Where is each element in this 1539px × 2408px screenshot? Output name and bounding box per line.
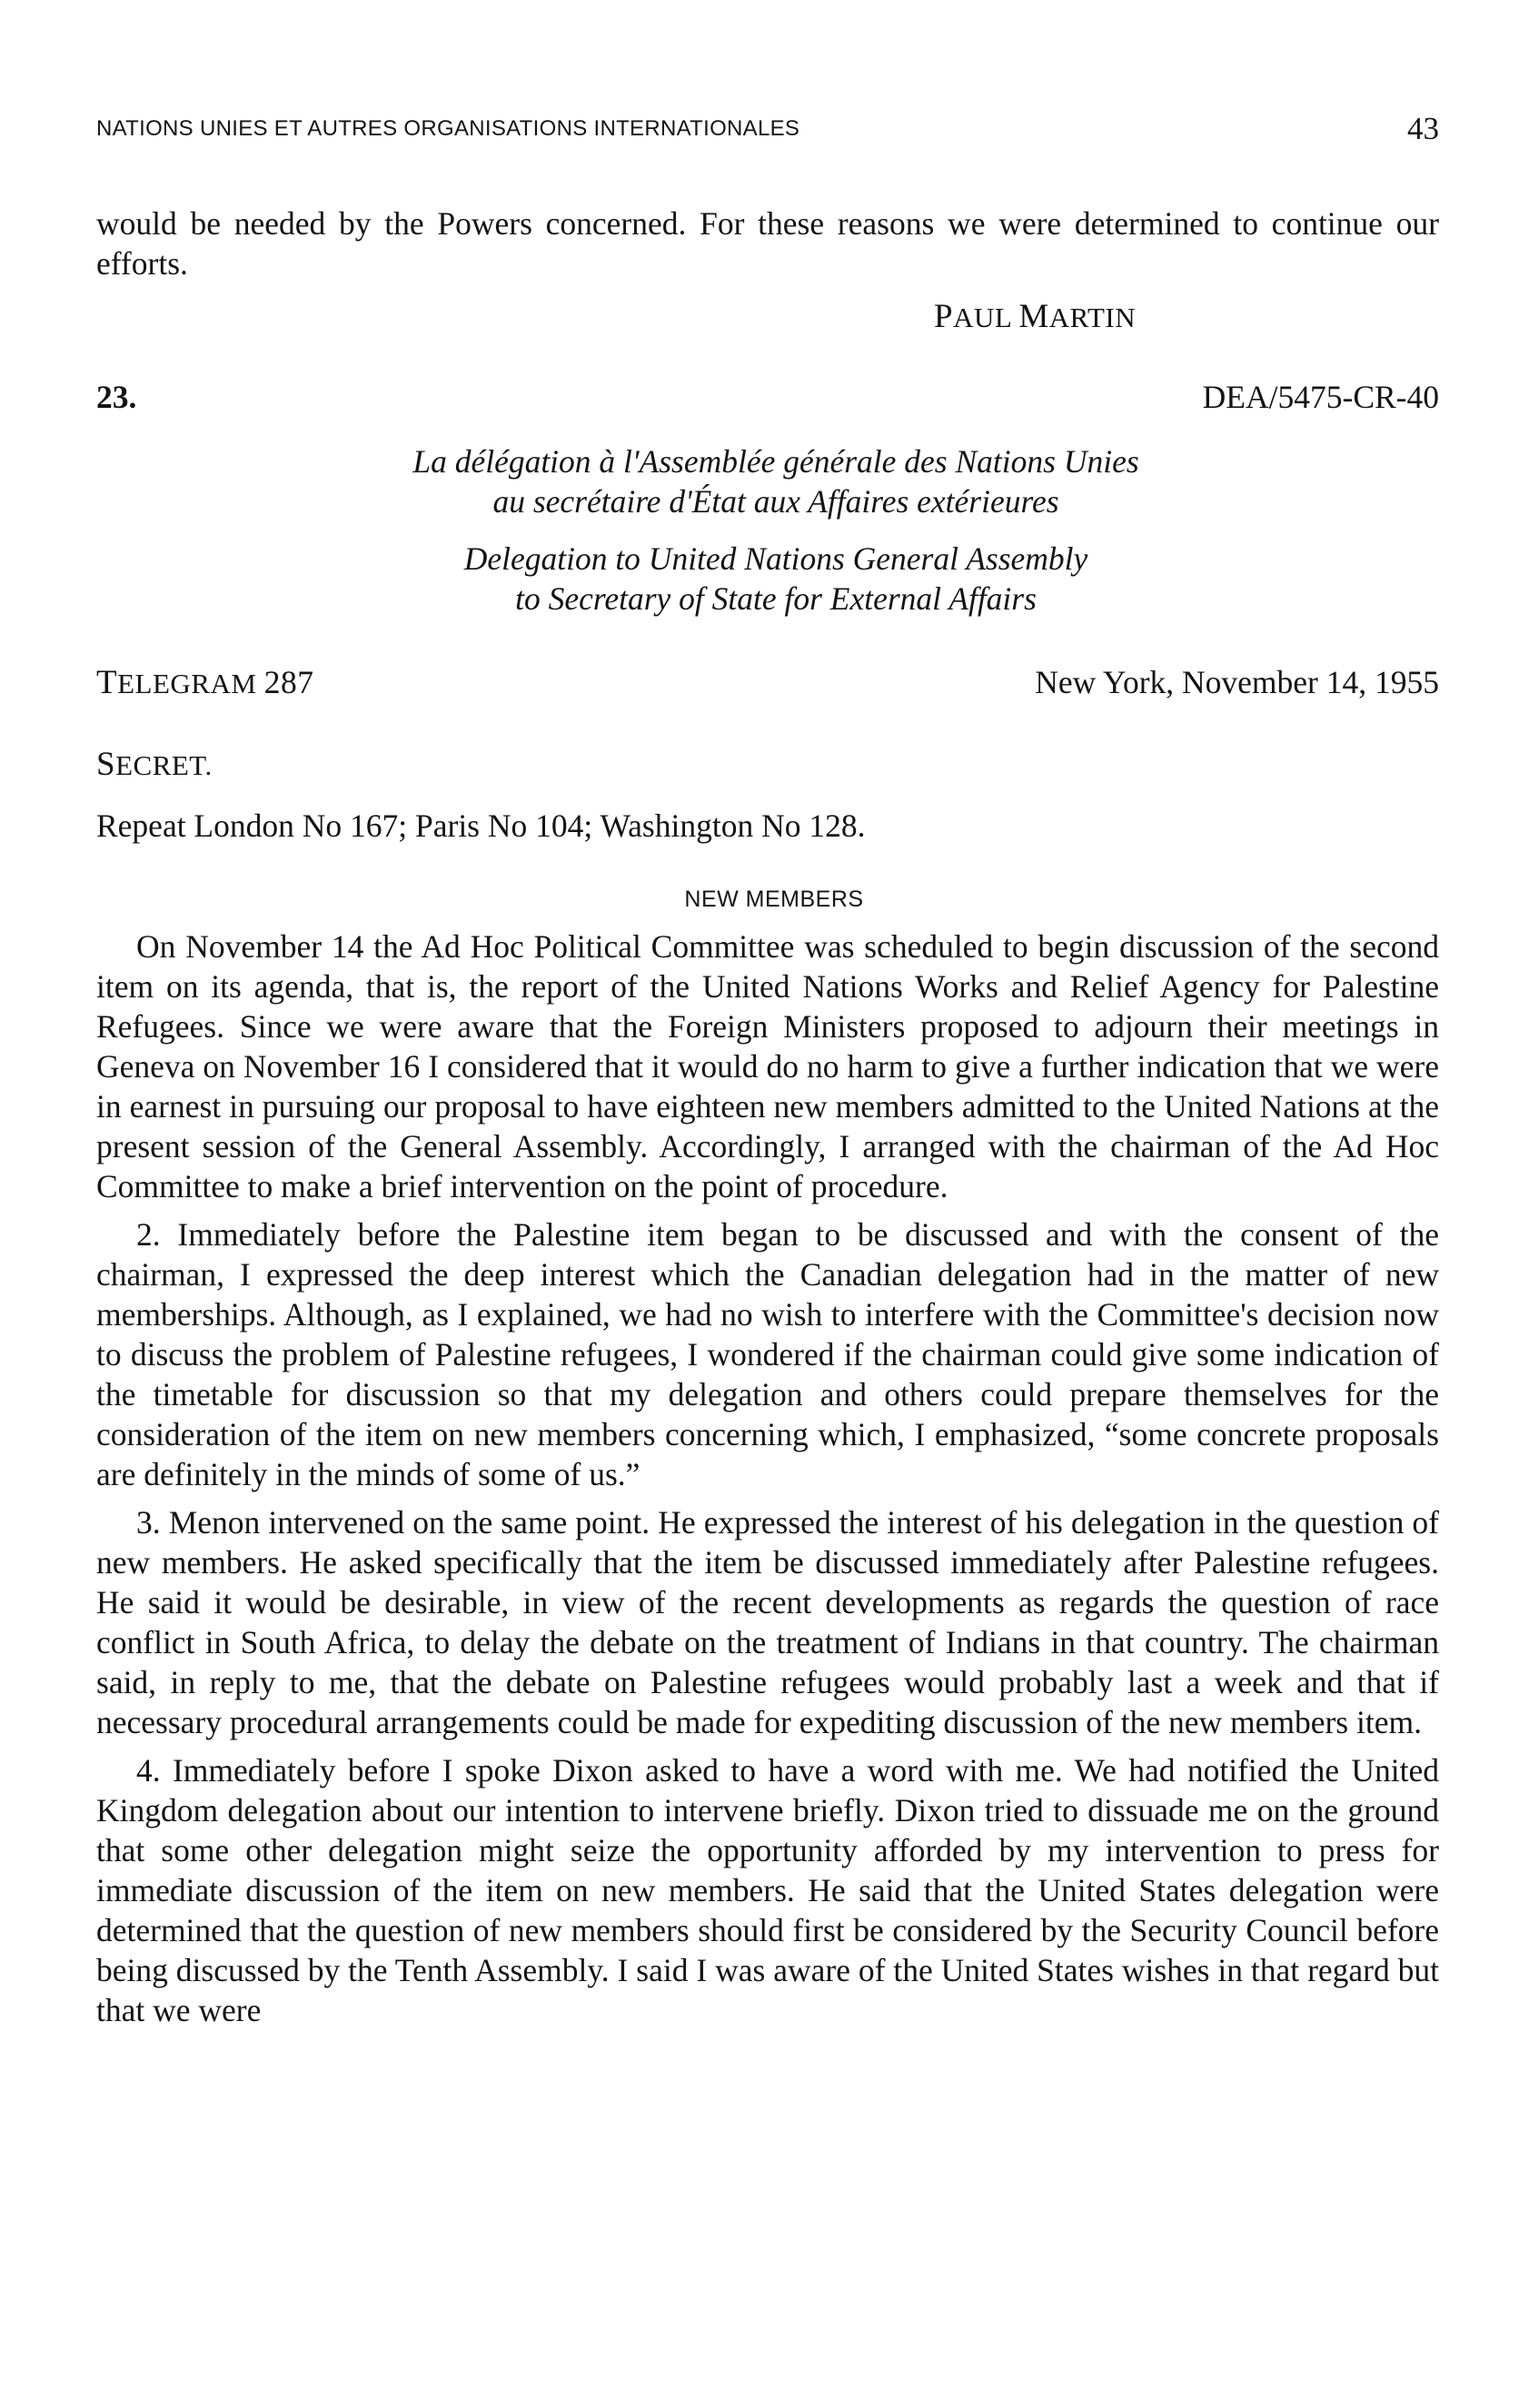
page-number: 43	[1407, 111, 1439, 146]
french-title-line-1: La délégation à l'Assemblée générale des Nations Unies	[412, 443, 1139, 480]
document-reference: DEA/5475-CR-40	[1202, 379, 1439, 415]
paragraph-1: On November 14 the Ad Hoc Political Committee was scheduled to begin discussion of the second item on its agenda, that is, the report of the United Nations Works and Relief Agency for Palestine Refugees. Since we were aware that the Foreign Ministers proposed to adjourn their meetings in Geneva on November 16 I considered that it would do no harm to give a further indication that we were in earnest in pursuing our proposal to have eighteen new members admitted to the United Nations at the present session of the General Assembly. Accordingly, I arranged with the chairman of the Ad Hoc Committee to make a brief intervention on the point of procedure.	[96, 928, 1439, 1204]
repeat-line: Repeat London No 167; Paris No 104; Washington No 128.	[96, 808, 866, 844]
classification-rest: ECRET.	[115, 749, 213, 781]
english-title-line-1: Delegation to United Nations General Assembly	[463, 540, 1088, 577]
document-number: 23.	[96, 379, 137, 415]
signature-initial-last: M	[1018, 298, 1049, 335]
classification-initial: S	[96, 746, 116, 783]
signature-rest-last: ARTIN	[1048, 302, 1137, 333]
telegram-number: 287	[263, 664, 314, 700]
telegram-meta-row	[96, 663, 1439, 707]
body-text	[96, 927, 1439, 2038]
document-number-row	[96, 378, 1439, 421]
telegram-initial: T	[96, 664, 118, 701]
paragraph-4: 4. Immediately before I spoke Dixon asked to have a word with me. We had notified the United Kingdom delegation about our intention to intervene briefly. Dixon tried to dissuade me on the ground that some other delegation might seize the opportunity afforded by my intervention to press for immediate discussion of the item on new members. He said that the United States delegation were determined that the question of new members should first be considered by the Security Council before being discussed by the Tenth Assembly. I said I was aware of the United States wishes in that regard but that we were	[96, 1752, 1439, 2028]
classification	[96, 745, 213, 784]
english-title-line-2: to Secretary of State for External Affairs	[515, 580, 1037, 617]
running-title: NATIONS UNIES ET AUTRES ORGANISATIONS INTERNATIONALES	[96, 116, 800, 141]
running-head	[96, 111, 1439, 147]
paragraph-2: 2. Immediately before the Palestine item began to be discussed and with the consent of the chairman, I expressed the deep interest which the Canadian delegation had in the matter of new memberships. Although, as I explained, we had no wish to interfere with the Committee's decision now to discuss the problem of Palestine refugees, I wondered if the chairman could give some indication of the timetable for discussion so that my delegation and others could prepare themselves for the consideration of the item on new members concerning which, I emphasized, “some concrete proposals are definitely in the minds of some of us.”	[96, 1216, 1439, 1492]
carryover-paragraph: would be needed by the Powers concerned. For these reasons we were determined to continue our efforts.	[96, 205, 1439, 282]
english-title	[0, 539, 1539, 619]
signature	[934, 297, 1136, 336]
signature-initial-first: P	[934, 298, 954, 335]
place-date: New York, November 14, 1955	[1035, 664, 1439, 700]
signature-rest-first: AUL	[953, 302, 1012, 333]
french-title-line-2: au secrétaire d'État aux Affaires extérieures	[492, 483, 1059, 520]
telegram-label	[96, 663, 313, 702]
paragraph-3: 3. Menon intervened on the same point. He expressed the interest of his delegation in the question of new members. He asked specifically that the item be discussed immediately after Palestine refugees. He said it would be desirable, in view of the recent developments as regards the question of race conflict in South Africa, to delay the debate on the treatment of Indians in that country. The chairman said, in reply to me, that the debate on Palestine refugees would probably last a week and that if necessary procedural arrangements could be made for expediting discussion of the new members item.	[96, 1504, 1439, 1740]
section-title: NEW MEMBERS	[684, 887, 864, 912]
telegram-rest: ELEGRAM	[117, 668, 257, 699]
french-title	[0, 441, 1539, 521]
